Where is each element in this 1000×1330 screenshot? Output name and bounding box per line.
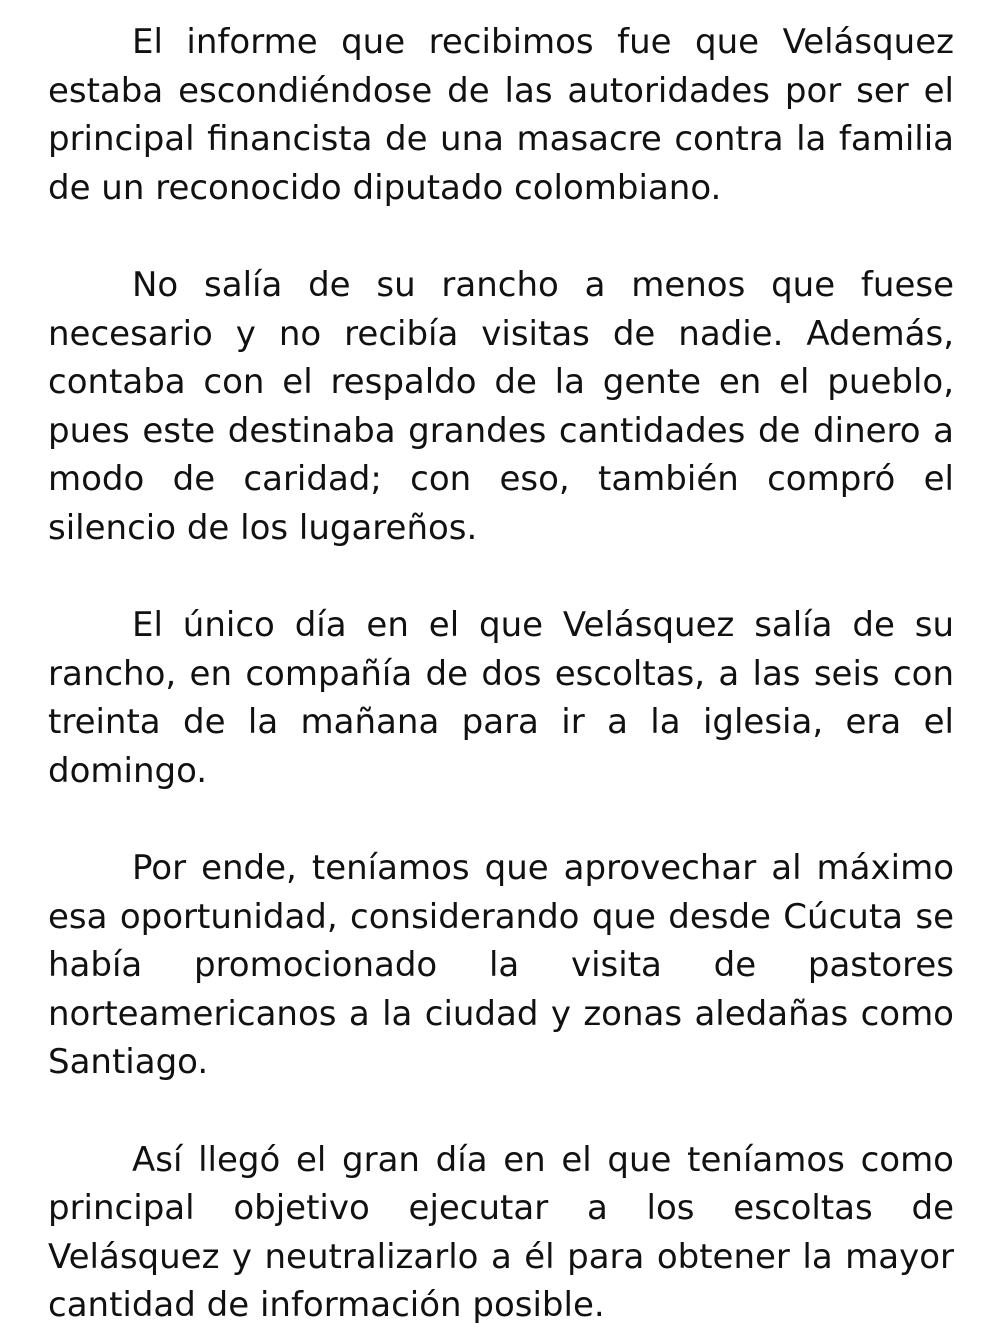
document-page — [48, 18, 954, 1330]
paragraph: El único día en el que Velásquez salía de su rancho, en compañía de dos escoltas, a las seis con treinta de la mañana para ir a la iglesia, era el domingo. — [48, 605, 954, 791]
paragraph: Por ende, teníamos que aprovechar al máximo esa oportunidad, considerando que desde Cúcuta se había promocionado la visita de pastores norteamericanos a la ciudad y zonas aledañas como Santiago. — [48, 848, 954, 1082]
paragraph: No salía de su rancho a menos que fuese necesario y no recibía visitas de nadie. Además, contaba con el respaldo de la gente en el pueblo, pues este destinaba grandes cantidades de dinero a modo de caridad; con eso, también compró el silencio de los lugareños. — [48, 265, 954, 548]
paragraph: Así llegó el gran día en el que teníamos como principal objetivo ejecutar a los escoltas de Velásquez y neutralizarlo a él para obtener la mayor cantidad de información posible. — [48, 1139, 954, 1325]
paragraph: El informe que recibimos fue que Velásquez estaba escondiéndose de las autoridades por ser el principal financista de una masacre contra la familia de un reconocido diputado colombiano. — [48, 22, 954, 208]
